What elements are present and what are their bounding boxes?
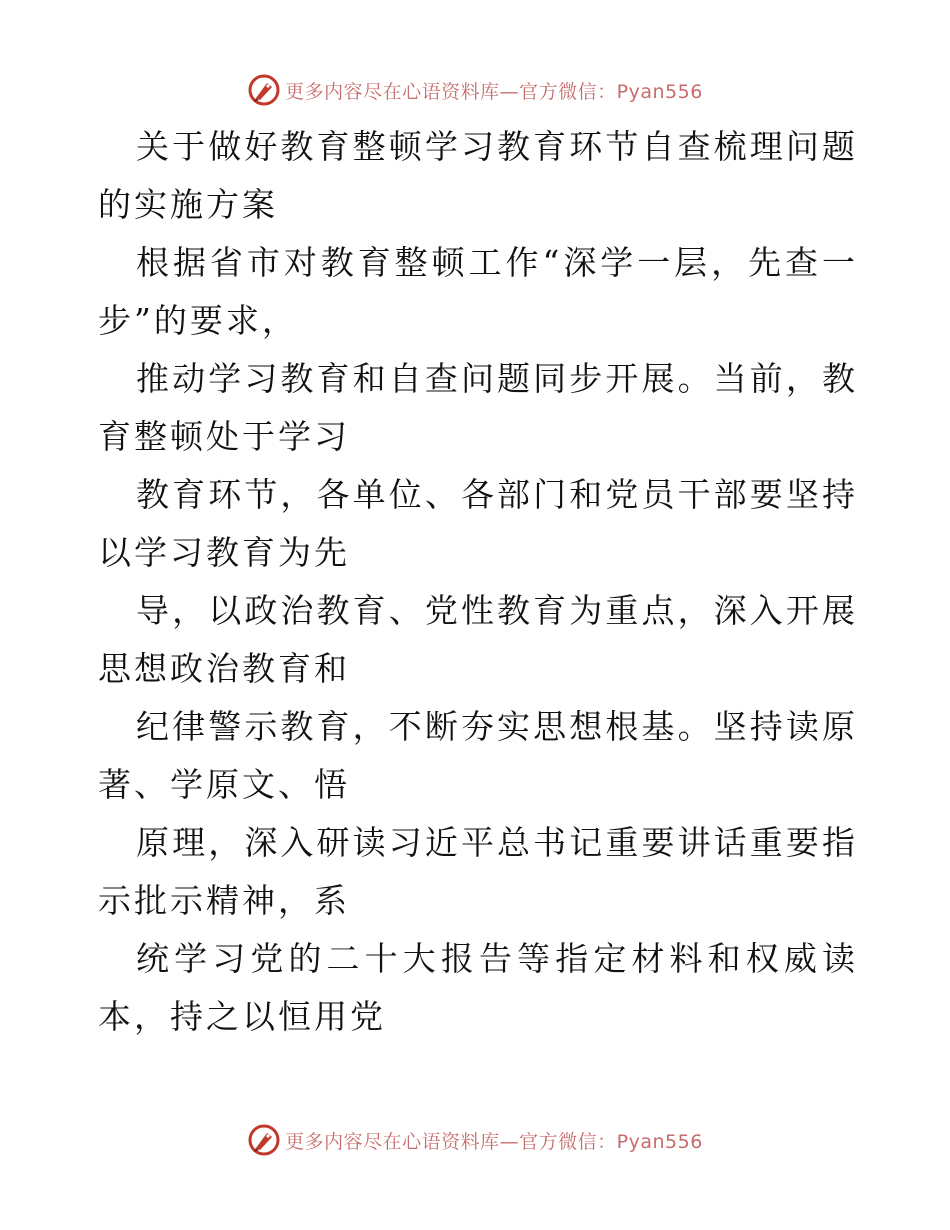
document-body	[98, 118, 858, 1046]
paragraph: 原理，深入研读习近平总书记重要讲话重要指示批示精神，系	[98, 823, 858, 920]
paragraph: 纪律警示教育，不断夯实思想根基。坚持读原著、学原文、悟	[98, 707, 858, 804]
document-title: 关于做好教育整顿学习教育环节自查梳理问题的实施方案	[98, 127, 858, 224]
pen-nib-logo-icon	[247, 73, 281, 107]
paragraph: 导，以政治教育、党性教育为重点，深入开展思想政治教育和	[98, 591, 858, 688]
footer-watermark	[0, 1120, 950, 1160]
header-watermark	[0, 70, 950, 110]
paragraph: 根据省市对教育整顿工作“深学一层，先查一步”的要求，	[98, 243, 858, 340]
watermark-text: 更多内容尽在心语资料库—官方微信：Pyan556	[285, 1130, 703, 1153]
paragraph: 推动学习教育和自查问题同步开展。当前，教育整顿处于学习	[98, 359, 858, 456]
pen-nib-logo-icon	[247, 1123, 281, 1157]
paragraph: 统学习党的二十大报告等指定材料和权威读本，持之以恒用党	[98, 939, 858, 1036]
watermark-text: 更多内容尽在心语资料库—官方微信：Pyan556	[285, 80, 703, 103]
paragraph: 教育环节，各单位、各部门和党员干部要坚持以学习教育为先	[98, 475, 858, 572]
